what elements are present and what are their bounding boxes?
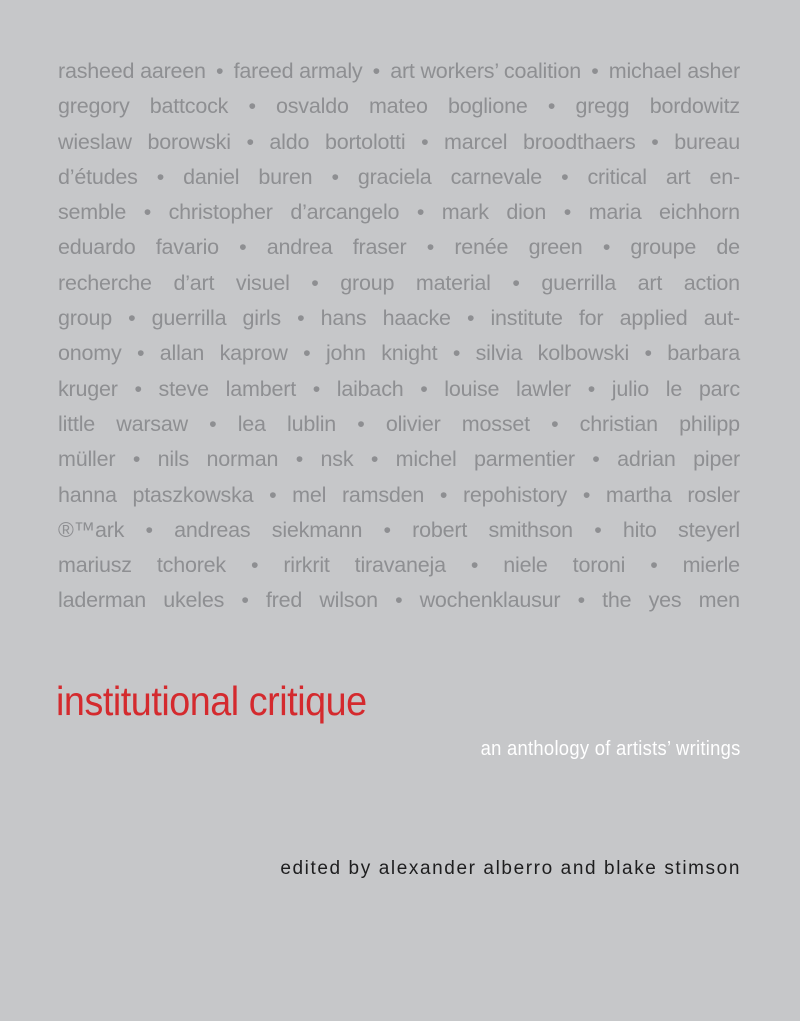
name-word: allan: [159, 341, 205, 366]
bullet-separator-icon: •: [439, 482, 448, 507]
name-word: guerrilla: [541, 270, 617, 295]
name-word: little: [58, 411, 96, 436]
name-word: repohistory: [462, 482, 568, 507]
name-word: piper: [693, 447, 740, 472]
name-word: critical: [587, 164, 647, 189]
bullet-separator-icon: •: [156, 164, 165, 189]
name-word: mosset: [461, 411, 530, 436]
name-word: laibach: [336, 376, 404, 401]
name-word: favario: [155, 235, 219, 260]
bullet-separator-icon: •: [136, 341, 145, 366]
name-word: kaprow: [219, 341, 288, 366]
name-word: nsk: [320, 447, 354, 472]
bullet-separator-icon: •: [331, 164, 339, 189]
name-word: robert: [412, 517, 468, 542]
names-line: [58, 301, 740, 336]
name-word: mark: [441, 200, 489, 225]
name-word: the: [602, 588, 632, 613]
names-line: [58, 372, 740, 407]
name-word: parmentier: [474, 447, 575, 472]
name-word: art workers’ coalition: [390, 59, 581, 83]
name-word: kruger: [58, 376, 118, 401]
name-word: maria: [588, 200, 642, 225]
name-word: yes: [648, 588, 682, 613]
name-word: smithson: [488, 517, 573, 542]
name-word: niele: [503, 553, 548, 578]
names-line: [58, 548, 740, 583]
bullet-separator-icon: •: [426, 235, 435, 260]
name-word: hans: [320, 306, 367, 331]
name-word: bortolotti: [324, 129, 406, 154]
bullet-separator-icon: •: [577, 588, 585, 613]
name-word: action: [683, 270, 740, 295]
name-word: borowski: [147, 129, 231, 154]
bullet-separator-icon: •: [134, 376, 142, 401]
bullet-separator-icon: •: [591, 59, 599, 83]
bullet-separator-icon: •: [246, 129, 254, 154]
bullet-separator-icon: •: [592, 447, 600, 472]
name-word: ramsden: [341, 482, 425, 507]
name-word: tchorek: [156, 553, 226, 578]
name-word: d’études: [58, 164, 138, 189]
name-word: eduardo: [58, 235, 136, 260]
name-word: dion: [506, 200, 547, 225]
name-word: graciela: [357, 164, 432, 189]
name-word: olivier: [385, 411, 441, 436]
name-word: knight: [381, 341, 438, 366]
names-line: [58, 125, 740, 160]
name-word: nils: [157, 447, 190, 472]
name-word: institute: [490, 306, 563, 331]
name-word: lublin: [287, 411, 337, 436]
name-word: gregory: [58, 94, 130, 119]
bullet-separator-icon: •: [547, 94, 556, 119]
bullet-separator-icon: •: [416, 200, 425, 225]
name-word: art: [637, 270, 663, 295]
name-word: julio: [611, 376, 650, 401]
name-word: mariusz: [58, 553, 132, 578]
name-word: andrea: [266, 235, 333, 260]
name-word: for: [578, 306, 604, 331]
name-word: osvaldo: [276, 94, 349, 119]
name-word: hito: [622, 517, 657, 542]
names-line: [58, 442, 740, 477]
name-word: hanna: [58, 482, 117, 507]
bullet-separator-icon: •: [216, 59, 224, 83]
bullet-separator-icon: •: [239, 235, 247, 260]
name-word: girls: [242, 306, 281, 331]
name-word: en-: [709, 164, 740, 189]
names-line: [58, 478, 740, 513]
name-word: men: [698, 588, 740, 613]
name-word: siekmann: [271, 517, 363, 542]
names-line: [58, 583, 740, 618]
editors-credit: edited by alexander alberro and blake stimson: [280, 858, 741, 879]
name-word: mierle: [682, 553, 740, 578]
bullet-separator-icon: •: [297, 306, 305, 331]
names-line: [58, 160, 740, 195]
bullet-separator-icon: •: [563, 200, 572, 225]
name-word: fred: [265, 588, 303, 613]
name-word: daniel: [183, 164, 240, 189]
bullet-separator-icon: •: [383, 517, 391, 542]
bullet-separator-icon: •: [248, 94, 256, 119]
name-word: bordowitz: [649, 94, 740, 119]
name-word: semble: [58, 200, 127, 225]
name-word: tiravaneja: [354, 553, 446, 578]
bullet-separator-icon: •: [466, 306, 475, 331]
name-word: müller: [58, 447, 116, 472]
name-word: d’arcangelo: [290, 200, 400, 225]
name-word: lawler: [516, 376, 571, 401]
name-word: christopher: [168, 200, 273, 225]
name-word: haacke: [382, 306, 451, 331]
bullet-separator-icon: •: [587, 376, 596, 401]
bullet-separator-icon: •: [594, 517, 602, 542]
bullet-separator-icon: •: [372, 59, 380, 83]
name-word: warsaw: [116, 411, 188, 436]
name-word: recherche: [58, 270, 152, 295]
name-word: mateo: [368, 94, 428, 119]
name-word: bureau: [674, 129, 740, 154]
name-word: ®™ark: [58, 517, 125, 542]
names-line: [58, 336, 740, 371]
name-word: marcel: [444, 129, 508, 154]
bullet-separator-icon: •: [452, 341, 461, 366]
bullet-separator-icon: •: [421, 129, 429, 154]
bullet-separator-icon: •: [132, 447, 141, 472]
artist-names-block: [58, 54, 740, 619]
name-word: rosler: [687, 482, 740, 507]
bullet-separator-icon: •: [145, 517, 153, 542]
name-word: groupe: [630, 235, 697, 260]
bullet-separator-icon: •: [420, 376, 428, 401]
bullet-separator-icon: •: [209, 411, 217, 436]
names-line: [58, 266, 740, 301]
bullet-separator-icon: •: [357, 411, 365, 436]
name-word: aut-: [703, 306, 740, 331]
bullet-separator-icon: •: [512, 270, 520, 295]
bullet-separator-icon: •: [551, 411, 559, 436]
name-word: norman: [206, 447, 279, 472]
bullet-separator-icon: •: [295, 447, 304, 472]
bullet-separator-icon: •: [311, 270, 319, 295]
name-word: barbara: [667, 341, 740, 366]
name-word: wochenklausur: [419, 588, 561, 613]
name-word: guerrilla: [151, 306, 227, 331]
name-word: louise: [444, 376, 500, 401]
name-word: buren: [258, 164, 313, 189]
name-word: kolbowski: [537, 341, 630, 366]
name-word: christian: [579, 411, 658, 436]
name-word: ptaszkowska: [132, 482, 254, 507]
book-title: institutional critique: [56, 678, 367, 724]
names-line: [58, 89, 740, 124]
bullet-separator-icon: •: [370, 447, 379, 472]
names-line: [58, 230, 740, 265]
names-line: [58, 513, 740, 548]
bullet-separator-icon: •: [650, 553, 658, 578]
bullet-separator-icon: •: [143, 200, 152, 225]
name-word: lea: [237, 411, 266, 436]
bullet-separator-icon: •: [250, 553, 259, 578]
name-word: art: [665, 164, 691, 189]
name-word: michael asher: [608, 59, 740, 83]
name-word: wieslaw: [58, 129, 132, 154]
name-word: group: [58, 306, 112, 331]
name-word: green: [528, 235, 583, 260]
bullet-separator-icon: •: [582, 482, 591, 507]
name-word: carnevale: [450, 164, 543, 189]
name-word: le: [665, 376, 683, 401]
bullet-separator-icon: •: [395, 588, 403, 613]
name-word: group: [340, 270, 395, 295]
name-word: fraser: [352, 235, 407, 260]
name-word: martha: [605, 482, 672, 507]
name-word: andreas: [174, 517, 251, 542]
bullet-separator-icon: •: [303, 341, 311, 366]
name-word: john: [325, 341, 366, 366]
name-word: ukeles: [163, 588, 225, 613]
bullet-separator-icon: •: [602, 235, 611, 260]
name-word: boglione: [447, 94, 528, 119]
name-word: aldo: [269, 129, 310, 154]
name-word: d’art: [173, 270, 215, 295]
bullet-separator-icon: •: [269, 482, 277, 507]
name-word: eichhorn: [659, 200, 740, 225]
bullet-separator-icon: •: [128, 306, 136, 331]
name-word: adrian: [617, 447, 676, 472]
name-word: lambert: [225, 376, 296, 401]
bullet-separator-icon: •: [470, 553, 479, 578]
names-line: [58, 54, 740, 89]
names-line: [58, 407, 740, 442]
name-word: steve: [158, 376, 209, 401]
bullet-separator-icon: •: [651, 129, 659, 154]
name-word: silvia: [475, 341, 523, 366]
names-line: [58, 195, 740, 230]
name-word: gregg: [575, 94, 630, 119]
name-word: visuel: [235, 270, 290, 295]
name-word: battcock: [149, 94, 229, 119]
bullet-separator-icon: •: [312, 376, 321, 401]
name-word: renée: [454, 235, 509, 260]
name-word: onomy: [58, 341, 122, 366]
name-word: fareed armaly: [233, 59, 363, 83]
name-word: laderman: [58, 588, 147, 613]
name-word: toroni: [572, 553, 626, 578]
name-word: de: [716, 235, 740, 260]
name-word: steyerl: [678, 517, 740, 542]
bullet-separator-icon: •: [561, 164, 569, 189]
name-word: michel: [395, 447, 457, 472]
name-word: philipp: [679, 411, 740, 436]
name-word: broodthaers: [523, 129, 636, 154]
name-word: parc: [698, 376, 740, 401]
name-word: rirkrit: [283, 553, 330, 578]
name-word: rasheed aareen: [58, 59, 206, 83]
book-subtitle: an anthology of artists’ writings: [480, 738, 741, 760]
name-word: mel: [292, 482, 327, 507]
name-word: applied: [619, 306, 688, 331]
name-word: wilson: [319, 588, 378, 613]
name-word: material: [415, 270, 491, 295]
bullet-separator-icon: •: [241, 588, 249, 613]
bullet-separator-icon: •: [644, 341, 652, 366]
